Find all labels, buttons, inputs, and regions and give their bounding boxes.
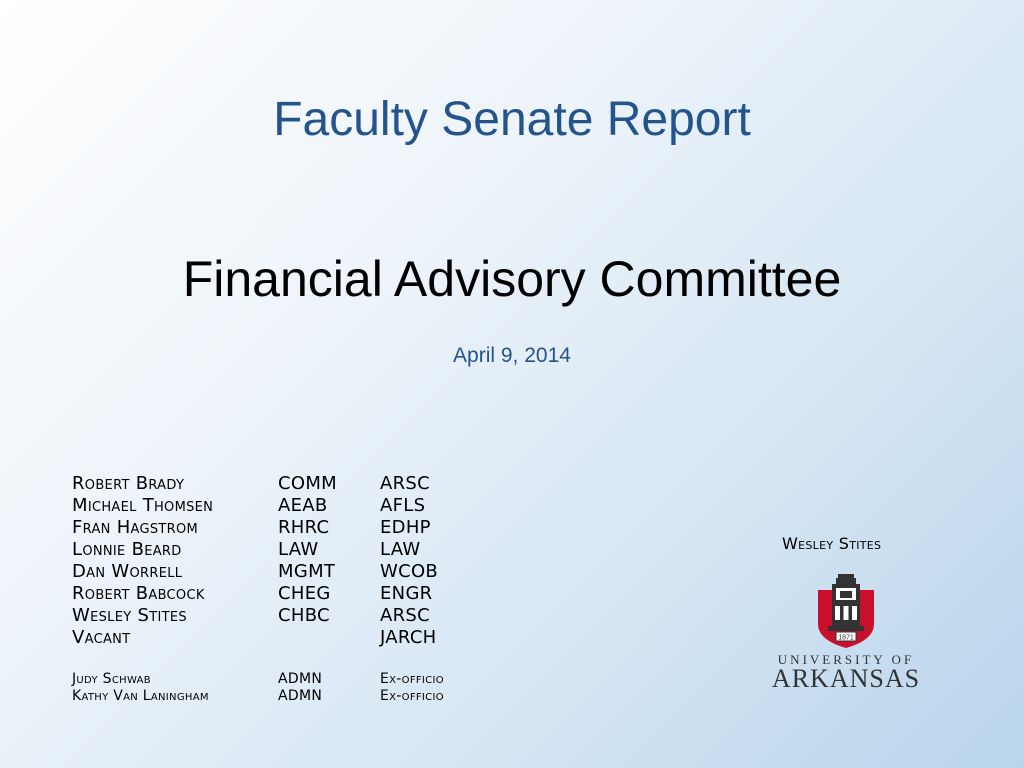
member-unit: ADMN [278, 688, 323, 704]
university-logo [764, 574, 928, 694]
slide-subtitle: Financial Advisory Committee [182, 251, 842, 307]
member-name: Lonnie Beard [72, 539, 182, 560]
member-college: JARCH [380, 627, 437, 648]
member-name: Judy Schwab [72, 671, 151, 687]
member-name: Dan Worrell [72, 561, 183, 582]
university-seal-icon [764, 574, 928, 652]
member-unit: CHEG [278, 583, 331, 604]
member-college: WCOB [380, 561, 439, 582]
member-unit: COMM [278, 473, 337, 494]
member-college: ENGR [380, 583, 433, 604]
logo-text-line2: ARKANSAS [771, 664, 921, 693]
slide-title: Faculty Senate Report [273, 93, 751, 146]
member-name: Robert Babcock [72, 583, 205, 604]
member-name: Wesley Stites [72, 605, 187, 626]
member-college: Ex-officio [380, 688, 444, 704]
seal-year: 1871 [838, 634, 854, 642]
member-unit: MGMT [278, 561, 336, 582]
presenter-name: Wesley Stites [782, 534, 882, 553]
member-college: EDHP [380, 517, 431, 538]
slide-date: April 9, 2014 [453, 344, 571, 367]
member-college: AFLS [380, 495, 426, 516]
member-unit: CHBC [278, 605, 330, 626]
member-name: Michael Thomsen [72, 495, 214, 516]
member-unit: ADMN [278, 671, 323, 687]
logo-text-line1: UNIVERSITY OF [777, 652, 915, 667]
member-college: ARSC [380, 473, 431, 494]
member-college: ARSC [380, 605, 431, 626]
member-name: Robert Brady [72, 473, 185, 494]
member-college: Ex-officio [380, 671, 444, 687]
member-unit: AEAB [278, 495, 328, 516]
member-unit: LAW [278, 539, 319, 560]
member-name: Kathy Van Laningham [72, 688, 209, 704]
member-name: Fran Hagstrom [72, 517, 199, 538]
member-name: Vacant [72, 627, 131, 648]
member-college: LAW [380, 539, 421, 560]
member-unit: RHRC [278, 517, 330, 538]
